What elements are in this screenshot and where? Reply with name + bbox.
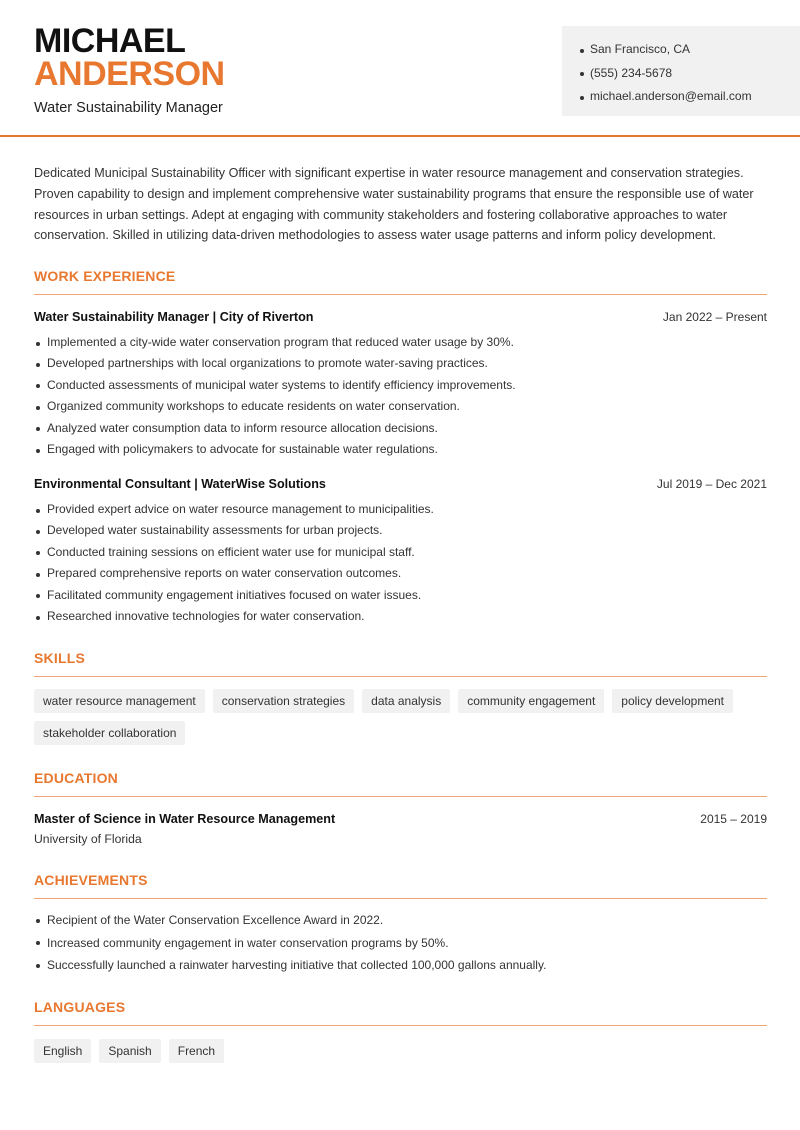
contact-phone: (555) 234-5678 xyxy=(580,62,800,86)
job-bullet: Organized community workshops to educate residents on water conservation. xyxy=(34,396,767,417)
job-bullet: Provided expert advice on water resource management to municipalities. xyxy=(34,499,767,520)
education-dates: 2015 – 2019 xyxy=(700,812,767,826)
job-bullet: Conducted training sessions on efficient water use for municipal staff. xyxy=(34,542,767,563)
skill-tag: data analysis xyxy=(362,689,450,713)
languages-list xyxy=(34,1039,767,1071)
contact-location: San Francisco, CA xyxy=(580,38,800,62)
job-bullet: Prepared comprehensive reports on water conservation outcomes. xyxy=(34,563,767,584)
section-title-achievements: ACHIEVEMENTS xyxy=(34,871,767,899)
resume-header xyxy=(0,0,800,137)
skill-tag: stakeholder collaboration xyxy=(34,721,185,745)
job-dates: Jan 2022 – Present xyxy=(662,310,767,324)
achievement-item: Successfully launched a rainwater harvesting initiative that collected 100,000 gallons annually. xyxy=(34,954,767,977)
skill-tag: policy development xyxy=(612,689,733,713)
skills-list xyxy=(34,689,767,753)
first-name: MICHAEL xyxy=(34,22,186,60)
job-entry-header xyxy=(34,308,767,326)
contact-email: michael.anderson@email.com xyxy=(580,85,800,109)
job-bullet-list xyxy=(34,332,767,460)
job-bullet-list xyxy=(34,499,767,627)
job-bullet: Developed water sustainability assessments for urban projects. xyxy=(34,520,767,541)
job-bullet: Facilitated community engagement initiatives focused on water issues. xyxy=(34,585,767,606)
section-title-work-experience: WORK EXPERIENCE xyxy=(34,267,767,295)
section-title-skills: SKILLS xyxy=(34,649,767,677)
degree-title: Master of Science in Water Resource Management xyxy=(34,812,336,826)
job-bullet: Implemented a city-wide water conservation program that reduced water usage by 30%. xyxy=(34,332,767,353)
job-bullet: Developed partnerships with local organizations to promote water-saving practices. xyxy=(34,353,767,374)
job-entry-header xyxy=(34,475,767,493)
school-name: University of Florida xyxy=(34,832,142,846)
job-bullet: Researched innovative technologies for water conservation. xyxy=(34,606,767,627)
language-tag: English xyxy=(34,1039,91,1063)
section-title-education: EDUCATION xyxy=(34,769,767,797)
job-dates: Jul 2019 – Dec 2021 xyxy=(656,477,767,491)
language-tag: Spanish xyxy=(99,1039,160,1063)
last-name: ANDERSON xyxy=(34,55,225,93)
job-bullet: Conducted assessments of municipal water systems to identify efficiency improvements. xyxy=(34,375,767,396)
skill-tag: conservation strategies xyxy=(213,689,354,713)
achievements-list xyxy=(34,909,767,977)
education-entry-header xyxy=(34,810,767,828)
contact-box xyxy=(562,26,800,116)
job-title-company: Environmental Consultant | WaterWise Solutions xyxy=(34,477,326,491)
job-bullet: Analyzed water consumption data to inform resource allocation decisions. xyxy=(34,418,767,439)
skill-tag: community engagement xyxy=(458,689,604,713)
section-title-languages: LANGUAGES xyxy=(34,998,767,1026)
job-title-company: Water Sustainability Manager | City of Riverton xyxy=(34,310,314,324)
language-tag: French xyxy=(169,1039,224,1063)
job-title: Water Sustainability Manager xyxy=(34,100,223,116)
achievement-item: Increased community engagement in water conservation programs by 50%. xyxy=(34,932,767,955)
professional-summary: Dedicated Municipal Sustainability Officer with significant expertise in water resource management and conservation strategies. Proven capability to design and implement comprehensive water sustainability programs that ensure the responsible use of water resources in urban settings. Adept at engaging with community stakeholders and fostering collaborative approaches to water conservation. Skilled in utilizing data-driven methodologies to assess water usage patterns and inform policy development. xyxy=(34,166,754,243)
skill-tag: water resource management xyxy=(34,689,205,713)
achievement-item: Recipient of the Water Conservation Excellence Award in 2022. xyxy=(34,909,767,932)
job-bullet: Engaged with policymakers to advocate for sustainable water regulations. xyxy=(34,439,767,460)
